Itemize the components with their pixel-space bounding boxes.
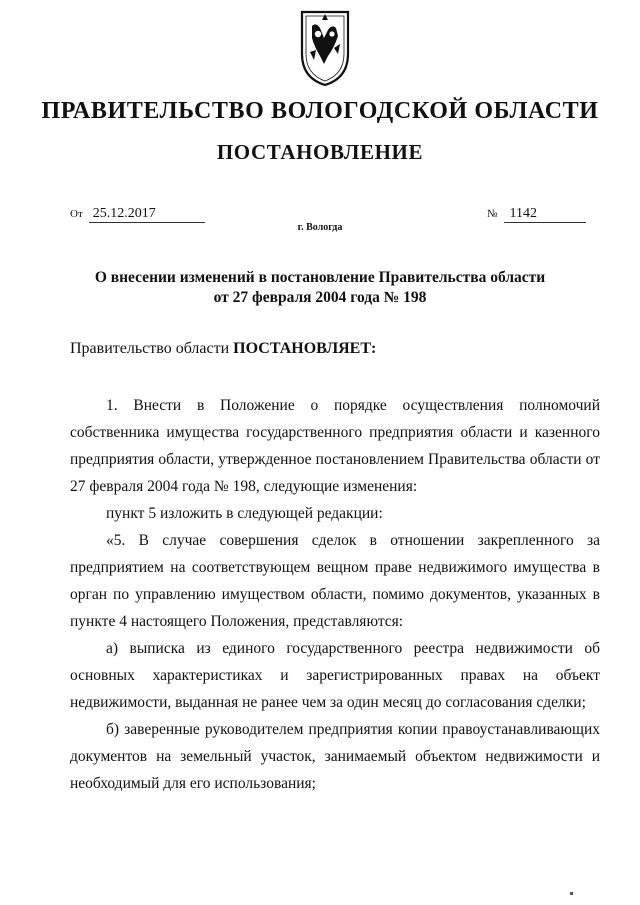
subject-line-1: О внесении изменений в постановление Правительства области — [94, 269, 546, 286]
subject-line-2: от 27 февраля 2004 года № 198 — [213, 289, 427, 306]
paragraph-1: 1. Внести в Положение о порядке осуществления полномочий собственника имущества государственного предприятия области и казенного предприятия области, утвержденное постановлением Правительства области от 27 февраля 2004 года № 198, следующие изменения: — [70, 397, 600, 495]
coat-of-arms-emblem — [298, 8, 352, 88]
number-row — [487, 205, 586, 223]
paragraph-3: «5. В случае совершения сделок в отношении закрепленного за предприятием на соответствующем вещном праве недвижимого имущества в орган по управлению имуществом области, помимо документов, указанных в пункте 4 настоящего Положения, представляются: — [70, 532, 600, 630]
scan-mark — [570, 892, 573, 895]
number-prefix: № — [487, 208, 498, 220]
body-text — [70, 392, 600, 797]
paragraph-4: а) выписка из единого государственного реестра недвижимости об основных характеристиках и зарегистрированных правах на объект недвижимости, выданная не ранее чем за один месяц до согласования сделки; — [70, 640, 600, 711]
decree-prefix: Правительство области — [70, 340, 234, 357]
document-type: ПОСТАНОВЛЕНИЕ — [216, 140, 424, 164]
paragraph-2: пункт 5 изложить в следующей редакции: — [106, 505, 383, 522]
subject-heading — [0, 268, 640, 308]
city-label: г. Вологда — [297, 222, 343, 233]
decree-line — [70, 340, 376, 358]
government-title: ПРАВИТЕЛЬСТВО ВОЛОГОДСКОЙ ОБЛАСТИ — [41, 98, 599, 124]
paragraph-5: б) заверенные руководителем предприятия копии правоустанавливающих документов на земельный участок, занимаемый объектом недвижимости и необходимый для его использования; — [70, 721, 600, 792]
date-value: 25.12.2017 — [89, 206, 205, 223]
date-prefix: От — [70, 208, 83, 220]
date-row — [70, 205, 205, 223]
decree-verb: ПОСТАНОВЛЯЕТ: — [233, 340, 377, 357]
number-value: 1142 — [504, 206, 586, 223]
